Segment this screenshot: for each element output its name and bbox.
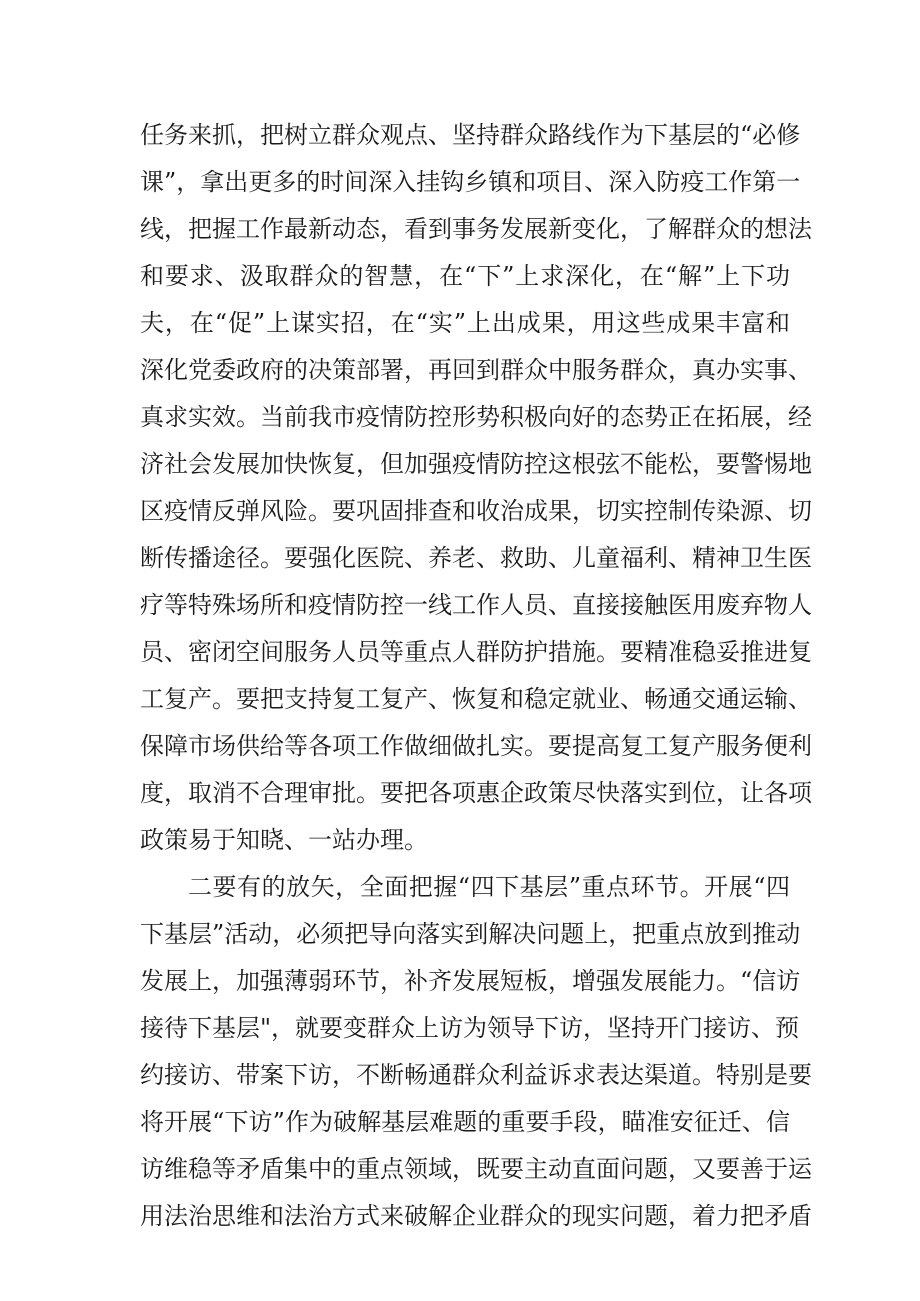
text-line: 济社会发展加快恢复，但加强疫情防控这根弦不能松，要警惕地 bbox=[140, 450, 812, 478]
text-line: 课”，拿出更多的时间深入挂钩乡镇和项目、深入防疫工作第一 bbox=[140, 168, 801, 196]
text-line: 接待下基层"，就要变群众上访为领导下访，坚持开门接访、预 bbox=[140, 1014, 800, 1042]
text-line: 断传播途径。要强化医院、养老、救助、儿童福利、精神卫生医 bbox=[140, 544, 812, 572]
text-line: 约接访、带案下访，不断畅通群众利益诉求表达渠道。特别是要 bbox=[140, 1061, 812, 1089]
text-line: 区疫情反弹风险。要巩固排查和收治成果，切实控制传染源、切 bbox=[140, 497, 812, 525]
text-line: 发展上，加强薄弱环节，补齐发展短板，增强发展能力。“信访 bbox=[140, 967, 801, 995]
text-line: 和要求、汲取群众的智慧，在“下”上求深化，在“解”上下功 bbox=[140, 262, 790, 290]
text-line: 工复产。要把支持复工复产、恢复和稳定就业、畅通交通运输、 bbox=[140, 685, 812, 713]
text-line: 夫，在“促”上谋实招，在“实”上出成果，用这些成果丰富和 bbox=[140, 309, 790, 337]
text-line: 下基层”活动，必须把导向落实到解决问题上，把重点放到推动 bbox=[140, 920, 801, 948]
text-line: 真求实效。当前我市疫情防控形势积极向好的态势正在拓展，经 bbox=[140, 403, 812, 431]
text-line: 政策易于知晓、一站办理。 bbox=[140, 826, 428, 854]
text-line: 访维稳等矛盾集中的重点领域，既要主动直面问题，又要善于运 bbox=[140, 1155, 812, 1183]
text-line: 任务来抓，把树立群众观点、坚持群众路线作为下基层的“必修 bbox=[140, 121, 801, 149]
paragraph-start-line: 二要有的放矢，全面把握“四下基层”重点环节。开展“四 bbox=[188, 873, 790, 901]
text-line: 线，把握工作最新动态，看到事务发展新变化，了解群众的想法 bbox=[140, 215, 812, 243]
text-line: 用法治思维和法治方式来破解企业群众的现实问题，着力把矛盾 bbox=[140, 1202, 812, 1230]
text-line: 疗等特殊场所和疫情防控一线工作人员、直接接触医用废弃物人 bbox=[140, 591, 812, 619]
text-line: 保障市场供给等各项工作做细做扎实。要提高复工复产服务便利 bbox=[140, 732, 812, 760]
body-text bbox=[140, 112, 812, 1240]
text-line: 深化党委政府的决策部署，再回到群众中服务群众，真办实事、 bbox=[140, 356, 812, 384]
text-line: 员、密闭空间服务人员等重点人群防护措施。要精准稳妥推进复 bbox=[140, 638, 812, 666]
text-line: 度，取消不合理审批。要把各项惠企政策尽快落实到位，让各项 bbox=[140, 779, 812, 807]
text-line: 将开展“下访”作为破解基层难题的重要手段，瞄准安征迁、信 bbox=[140, 1108, 790, 1136]
